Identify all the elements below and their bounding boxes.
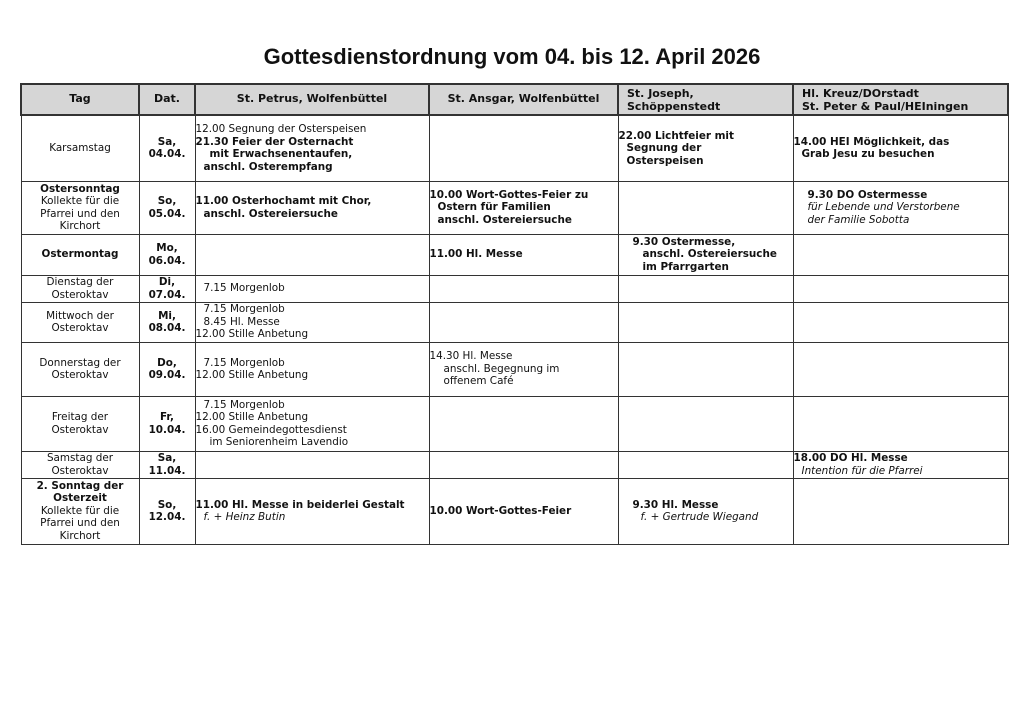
event-line: mit Erwachsenentaufen, — [209, 148, 353, 161]
event-line: Intention für die Pfarrei — [801, 464, 923, 477]
joseph-cell — [618, 275, 793, 302]
event-line: Segnung der — [626, 142, 702, 154]
date-cell — [139, 234, 195, 275]
event-line: anschl. Ostereiersuche — [642, 248, 777, 261]
event-line: anschl. Ostereiersuche — [203, 207, 338, 220]
tag-line: Ostermontag — [41, 248, 119, 261]
petrus-cell — [195, 234, 429, 275]
kreuz-cell — [793, 115, 1008, 181]
date-line: So, — [157, 195, 177, 207]
date-line: 06.04. — [148, 254, 186, 267]
date-line: 10.04. — [148, 423, 186, 436]
joseph-cell — [618, 115, 793, 181]
tag-line: Pfarrei und den — [40, 517, 120, 530]
header-joseph-line1: St. Joseph, — [627, 86, 694, 100]
header-joseph-line2: Schöppenstedt — [627, 99, 721, 113]
page-title: Gottesdienstordnung vom 04. bis 12. April 2026 — [263, 44, 761, 69]
date-cell — [139, 342, 195, 396]
joseph-cell — [618, 342, 793, 396]
tag-line: Kirchort — [59, 529, 101, 542]
petrus-cell — [195, 396, 429, 451]
tag-cell — [21, 275, 139, 302]
event-line: f. + Heinz Butin — [203, 511, 286, 523]
date-line: 11.04. — [148, 464, 186, 477]
kreuz-cell — [793, 181, 1008, 234]
event-line: 14.00 HEI Möglichkeit, das — [793, 135, 950, 148]
event-line: 12.00 Stille Anbetung — [195, 369, 309, 381]
kreuz-cell — [793, 302, 1008, 342]
header-dat: Dat. — [139, 84, 195, 115]
table-row — [21, 115, 1008, 181]
petrus-cell — [195, 181, 429, 234]
ansgar-cell — [429, 234, 618, 275]
date-line: Sa, — [157, 135, 177, 148]
kreuz-cell — [793, 396, 1008, 451]
event-line: 7.15 Morgenlob — [203, 398, 285, 411]
event-line: 12.00 Stille Anbetung — [195, 328, 309, 341]
event-line: offenem Café — [443, 375, 514, 388]
kreuz-cell — [793, 275, 1008, 302]
event-line: 22.00 Lichtfeier mit — [618, 129, 734, 142]
kreuz-cell — [793, 451, 1008, 478]
joseph-cell — [618, 478, 793, 544]
tag-line: Dienstag der — [46, 276, 114, 288]
header-kreuz-line2: St. Peter & Paul/HEIningen — [802, 99, 969, 113]
ansgar-cell — [429, 302, 618, 342]
event-line: 21.30 Feier der Osternacht — [195, 135, 354, 148]
date-line: 08.04. — [148, 322, 186, 334]
tag-line: Donnerstag der — [39, 356, 121, 369]
header-joseph — [618, 84, 793, 115]
event-line: 7.15 Morgenlob — [203, 356, 285, 369]
kreuz-cell — [793, 478, 1008, 544]
joseph-cell — [618, 234, 793, 275]
event-line: anschl. Begegnung im — [443, 362, 560, 375]
event-line: 9.30 DO Ostermesse — [807, 188, 928, 201]
event-line: Ostern für Familien — [437, 201, 551, 214]
ansgar-cell — [429, 396, 618, 451]
event-line: der Familie Sobotta — [807, 213, 910, 226]
petrus-cell — [195, 451, 429, 478]
tag-line: Pfarrei und den — [40, 207, 120, 220]
ansgar-cell — [429, 181, 618, 234]
date-cell — [139, 302, 195, 342]
event-line: 9.30 Ostermesse, — [632, 235, 736, 248]
table-row — [21, 478, 1008, 544]
tag-line: Osteroktav — [51, 369, 109, 381]
table-row — [21, 275, 1008, 302]
date-line: 07.04. — [148, 288, 186, 301]
tag-cell — [21, 342, 139, 396]
event-line: f. + Gertrude Wiegand — [640, 511, 759, 523]
table-header-row — [21, 84, 1008, 115]
event-line: im Pfarrgarten — [642, 260, 729, 273]
tag-cell — [21, 302, 139, 342]
tag-cell — [21, 451, 139, 478]
tag-line: Kollekte für die — [40, 195, 120, 207]
tag-cell — [21, 181, 139, 234]
event-line: 10.00 Wort-Gottes-Feier — [429, 504, 572, 517]
table-row — [21, 396, 1008, 451]
date-line: 12.04. — [148, 511, 186, 523]
tag-line: Kollekte für die — [40, 504, 120, 517]
tag-line: Osteroktav — [51, 464, 109, 477]
header-kreuz — [793, 84, 1008, 115]
event-line: 10.00 Wort-Gottes-Feier zu — [429, 188, 589, 201]
tag-line: Kirchort — [59, 220, 101, 232]
joseph-cell — [618, 302, 793, 342]
header-ansgar: St. Ansgar, Wolfenbüttel — [429, 84, 618, 115]
date-line: Di, — [158, 276, 176, 288]
event-line: 11.00 Hl. Messe — [429, 248, 523, 261]
tag-cell — [21, 115, 139, 181]
event-line: 11.00 Hl. Messe in beiderlei Gestalt — [195, 498, 405, 511]
tag-line: Ostersonntag — [40, 182, 120, 195]
date-cell — [139, 181, 195, 234]
header-kreuz-line1: Hl. Kreuz/DOrstadt — [802, 86, 919, 100]
event-line: 7.15 Morgenlob — [203, 303, 285, 316]
event-line: 14.30 Hl. Messe — [429, 350, 513, 363]
date-line: Sa, — [157, 452, 177, 464]
event-line: im Seniorenheim Lavendio — [209, 436, 349, 448]
joseph-cell — [618, 181, 793, 234]
event-line: 12.00 Stille Anbetung — [195, 411, 309, 423]
date-cell — [139, 478, 195, 544]
event-line: 9.30 Hl. Messe — [632, 498, 719, 511]
petrus-cell — [195, 342, 429, 396]
event-line: Osterspeisen — [626, 154, 704, 167]
tag-line: Osteroktav — [51, 288, 109, 301]
kreuz-cell — [793, 342, 1008, 396]
ansgar-cell — [429, 478, 618, 544]
event-line: 12.00 Segnung der Osterspeisen — [195, 123, 367, 136]
table-row — [21, 302, 1008, 342]
tag-line: Samstag der — [46, 452, 114, 464]
event-line: anschl. Ostereiersuche — [437, 213, 572, 226]
event-line: 18.00 DO Hl. Messe — [793, 452, 908, 464]
date-line: So, — [157, 498, 177, 511]
date-line: Fr, — [160, 411, 174, 423]
joseph-cell — [618, 396, 793, 451]
date-cell — [139, 115, 195, 181]
tag-line: 2. Sonntag der — [36, 479, 124, 492]
date-line: 05.04. — [148, 207, 186, 220]
petrus-cell — [195, 275, 429, 302]
header-tag: Tag — [21, 84, 139, 115]
tag-line: Freitag der — [51, 411, 109, 423]
date-cell — [139, 396, 195, 451]
event-line: 7.15 Morgenlob — [203, 282, 285, 295]
ansgar-cell — [429, 342, 618, 396]
event-line: Grab Jesu zu besuchen — [801, 148, 935, 161]
header-petrus: St. Petrus, Wolfenbüttel — [195, 84, 429, 115]
petrus-cell — [195, 478, 429, 544]
table-row — [21, 234, 1008, 275]
joseph-cell — [618, 451, 793, 478]
event-line: für Lebende und Verstorbene — [807, 201, 960, 214]
tag-line: Osterzeit — [53, 492, 107, 505]
event-line: 8.45 Hl. Messe — [203, 315, 280, 328]
table-row — [21, 181, 1008, 234]
table-row — [21, 451, 1008, 478]
table-row — [21, 342, 1008, 396]
ansgar-cell — [429, 275, 618, 302]
date-cell — [139, 275, 195, 302]
date-cell — [139, 451, 195, 478]
tag-line: Mittwoch der — [46, 309, 114, 322]
date-line: Mo, — [156, 242, 178, 254]
tag-line: Osteroktav — [51, 423, 109, 436]
tag-cell — [21, 396, 139, 451]
schedule-table — [20, 83, 1009, 545]
date-line: 09.04. — [148, 369, 186, 381]
ansgar-cell — [429, 451, 618, 478]
event-line: 16.00 Gemeindegottesdienst — [195, 423, 347, 436]
tag-line: Osteroktav — [51, 322, 109, 334]
date-line: 04.04. — [148, 148, 186, 161]
tag-line: Karsamstag — [49, 142, 111, 154]
tag-cell — [21, 478, 139, 544]
petrus-cell — [195, 302, 429, 342]
event-line: anschl. Osterempfang — [203, 160, 333, 173]
date-line: Do, — [157, 356, 177, 369]
date-line: Mi, — [158, 309, 176, 322]
petrus-cell — [195, 115, 429, 181]
tag-cell — [21, 234, 139, 275]
ansgar-cell — [429, 115, 618, 181]
kreuz-cell — [793, 234, 1008, 275]
event-line: 11.00 Osterhochamt mit Chor, — [195, 195, 372, 207]
